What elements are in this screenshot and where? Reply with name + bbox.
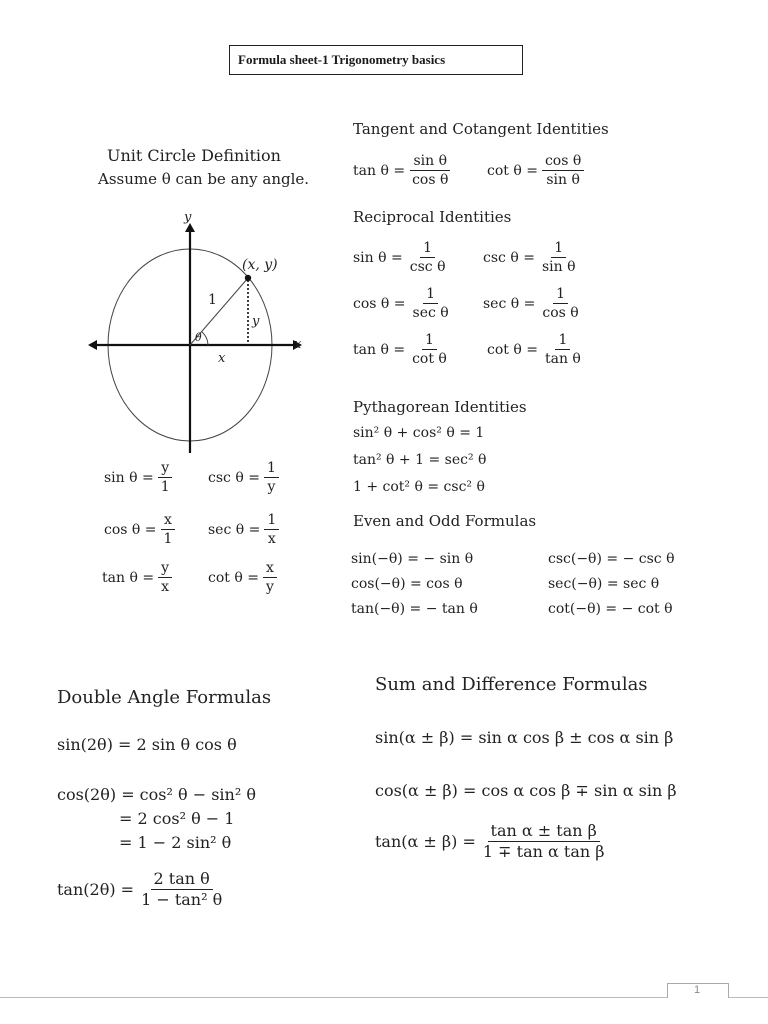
radius-label: 1 [208, 292, 217, 308]
double-angle-sin: sin(2θ) = 2 sin θ cos θ [57, 735, 237, 754]
reciprocal-csc: csc θ = $\frac{1}{\text{sin θ}}$ [483, 240, 576, 276]
double-angle-cos-2: = 2 cos² θ − 1 [119, 809, 235, 828]
reciprocal-sin: sin θ = $\frac{1}{\text{csc θ}}$ [353, 240, 446, 276]
footer-divider [0, 997, 768, 998]
reciprocal-sec: sec θ = $\frac{1}{\text{cos θ}}$ [483, 286, 579, 322]
x-axis-left-arrow-icon [88, 340, 97, 350]
reciprocal-heading: Reciprocal Identities [353, 208, 512, 226]
tangent-cotangent-heading: Tangent and Cotangent Identities [353, 120, 609, 138]
def-cos: cos θ = $\frac{x}{1}$ [104, 512, 179, 547]
double-angle-tan: tan(2θ) = $\frac{\text{2 tan θ}}{\text{1 − tan² θ}}$ [57, 869, 223, 910]
page-number: 1 [693, 984, 701, 996]
even-odd-tan: tan(−θ) = − tan θ [351, 601, 478, 617]
reciprocal-tan: tan θ = $\frac{1}{\text{cot θ}}$ [353, 332, 447, 368]
def-tan: tan θ = $\frac{y}{x}$ [102, 560, 176, 595]
def-sec: sec θ = $\frac{1}{x}$ [208, 512, 283, 547]
point-label: (x, y) [242, 257, 278, 273]
pythagorean-heading: Pythagorean Identities [353, 398, 527, 416]
double-angle-heading: Double Angle Formulas [57, 687, 272, 708]
def-cot: cot θ = $\frac{x}{y}$ [208, 560, 281, 595]
def-csc: csc θ = $\frac{1}{y}$ [208, 460, 283, 495]
sum-difference-sin: sin(α ± β) = sin α cos β ± cos α sin β [375, 728, 674, 747]
double-angle-cos-3: = 1 − 2 sin² θ [119, 833, 232, 852]
horizontal-side-label: x [218, 351, 226, 366]
unit-circle-diagram [80, 205, 310, 455]
identity-tan-quotient: tan θ = $\frac{\text{sin θ}}{\text{cos θ}}$ [353, 153, 449, 189]
axis-y-label: y [184, 210, 192, 225]
unit-circle-heading: Unit Circle Definition [107, 146, 281, 165]
sum-difference-heading: Sum and Difference Formulas [375, 674, 648, 695]
even-odd-sec: sec(−θ) = sec θ [548, 576, 660, 592]
sum-difference-cos: cos(α ± β) = cos α cos β ∓ sin α sin β [375, 781, 677, 800]
axis-x-label: x [294, 337, 302, 352]
even-odd-sin: sin(−θ) = − sin θ [351, 551, 474, 567]
even-odd-csc: csc(−θ) = − csc θ [548, 551, 675, 567]
angle-arc [202, 332, 208, 345]
reciprocal-cot: cot θ = $\frac{1}{\text{tan θ}}$ [487, 332, 581, 368]
document-title: Formula sheet-1 Trigonometry basics [229, 45, 523, 75]
pythagorean-1: sin² θ + cos² θ = 1 [353, 425, 485, 441]
double-angle-cos-1: cos(2θ) = cos² θ − sin² θ [57, 785, 256, 804]
angle-label: θ [195, 331, 202, 344]
even-odd-heading: Even and Odd Formulas [353, 512, 537, 530]
point-marker [245, 275, 251, 281]
def-sin: sin θ = $\frac{y}{1}$ [104, 460, 177, 495]
pythagorean-2: tan² θ + 1 = sec² θ [353, 452, 487, 468]
identity-cot-quotient: cot θ = $\frac{\text{cos θ}}{\text{sin θ}}$ [487, 153, 588, 188]
pythagorean-3: 1 + cot² θ = csc² θ [353, 479, 485, 495]
sum-difference-tan: tan(α ± β) = $\frac{\text{tan α ± tan β}}{\text{1 ∓ tan α tan β}}$ [375, 821, 605, 862]
unit-circle-subheading: Assume θ can be any angle. [98, 170, 310, 188]
vertical-side-label: y [252, 314, 260, 329]
even-odd-cos: cos(−θ) = cos θ [351, 576, 463, 592]
even-odd-cot: cot(−θ) = − cot θ [548, 601, 673, 617]
reciprocal-cos: cos θ = $\frac{1}{\text{sec θ}}$ [353, 286, 449, 322]
